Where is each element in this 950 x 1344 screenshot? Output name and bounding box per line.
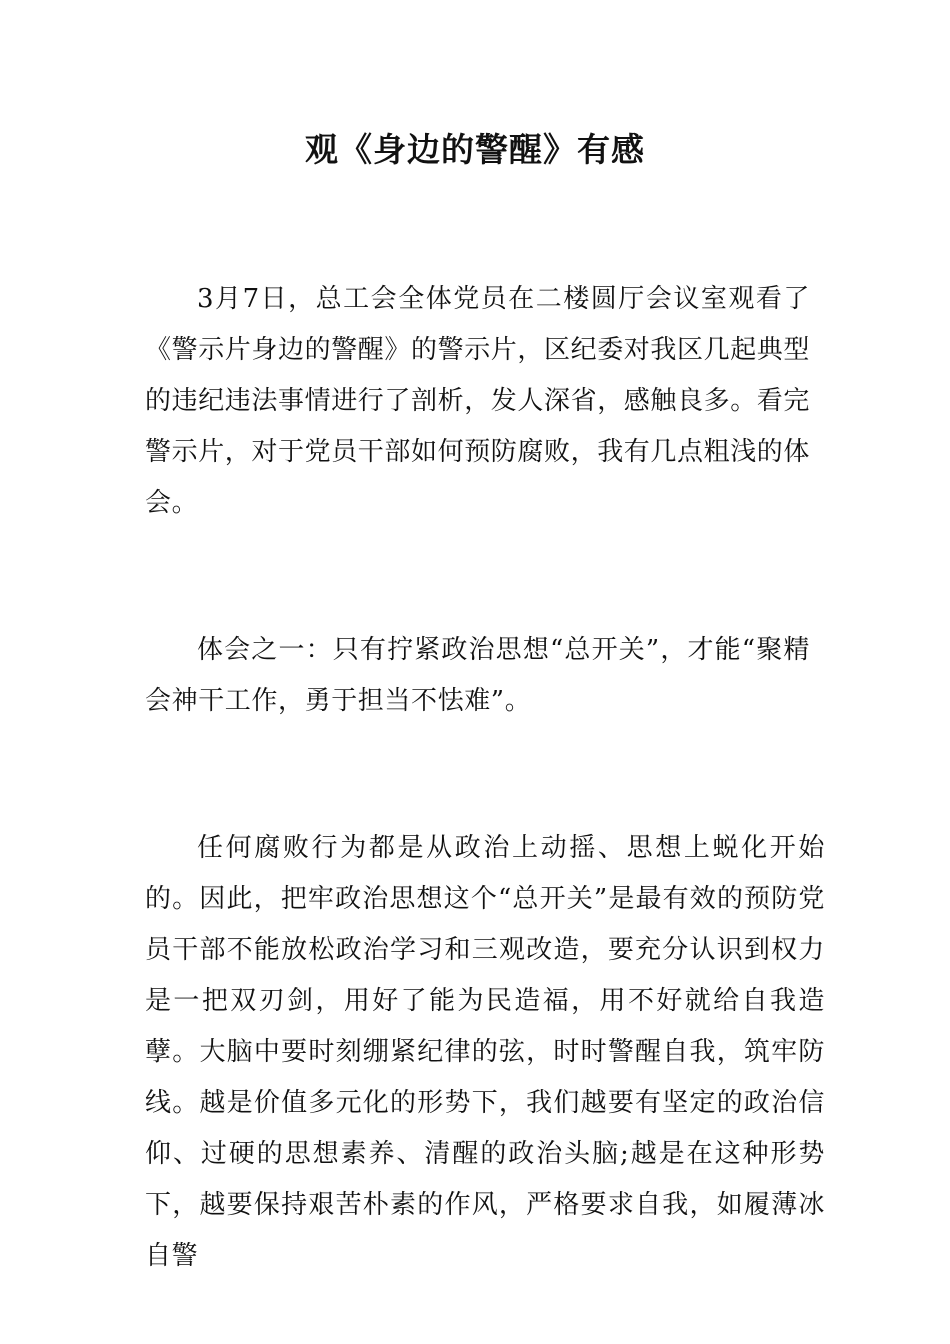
paragraph-insight-one: 体会之一：只有拧紧政治思想“总开关”，才能“聚精会神干工作，勇于担当不怯难”。 — [145, 635, 810, 716]
paragraph-body: 任何腐败行为都是从政治上动摇、思想上蜕化开始的。因此，把牢政治思想这个“总开关”是最有效的预防党员干部不能放松政治学习和三观改造，要充分认识到权力是一把双刃剑，用好了能为民造福，用不好就给自我造孽。大脑中要时刻绷紧纪律的弦，时时警醒自我，筑牢防线。越是价值多元化的形势下，我们越要有坚定的政治信仰、过硬的思想素养、清醒的政治头脑;越是在这种形势下，越要保持艰苦朴素的作风，严格要求自我，如履薄冰自警 — [145, 833, 825, 1271]
paragraph-intro: 3月7日，总工会全体党员在二楼圆厅会议室观看了《警示片身边的警醒》的警示片，区纪委对我区几起典型的违纪违法事情进行了剖析，发人深省，感触良多。看完警示片，对于党员干部如何预防腐败，我有几点粗浅的体会。 — [145, 284, 811, 518]
document-title: 观《身边的警醒》有感 — [305, 130, 645, 169]
